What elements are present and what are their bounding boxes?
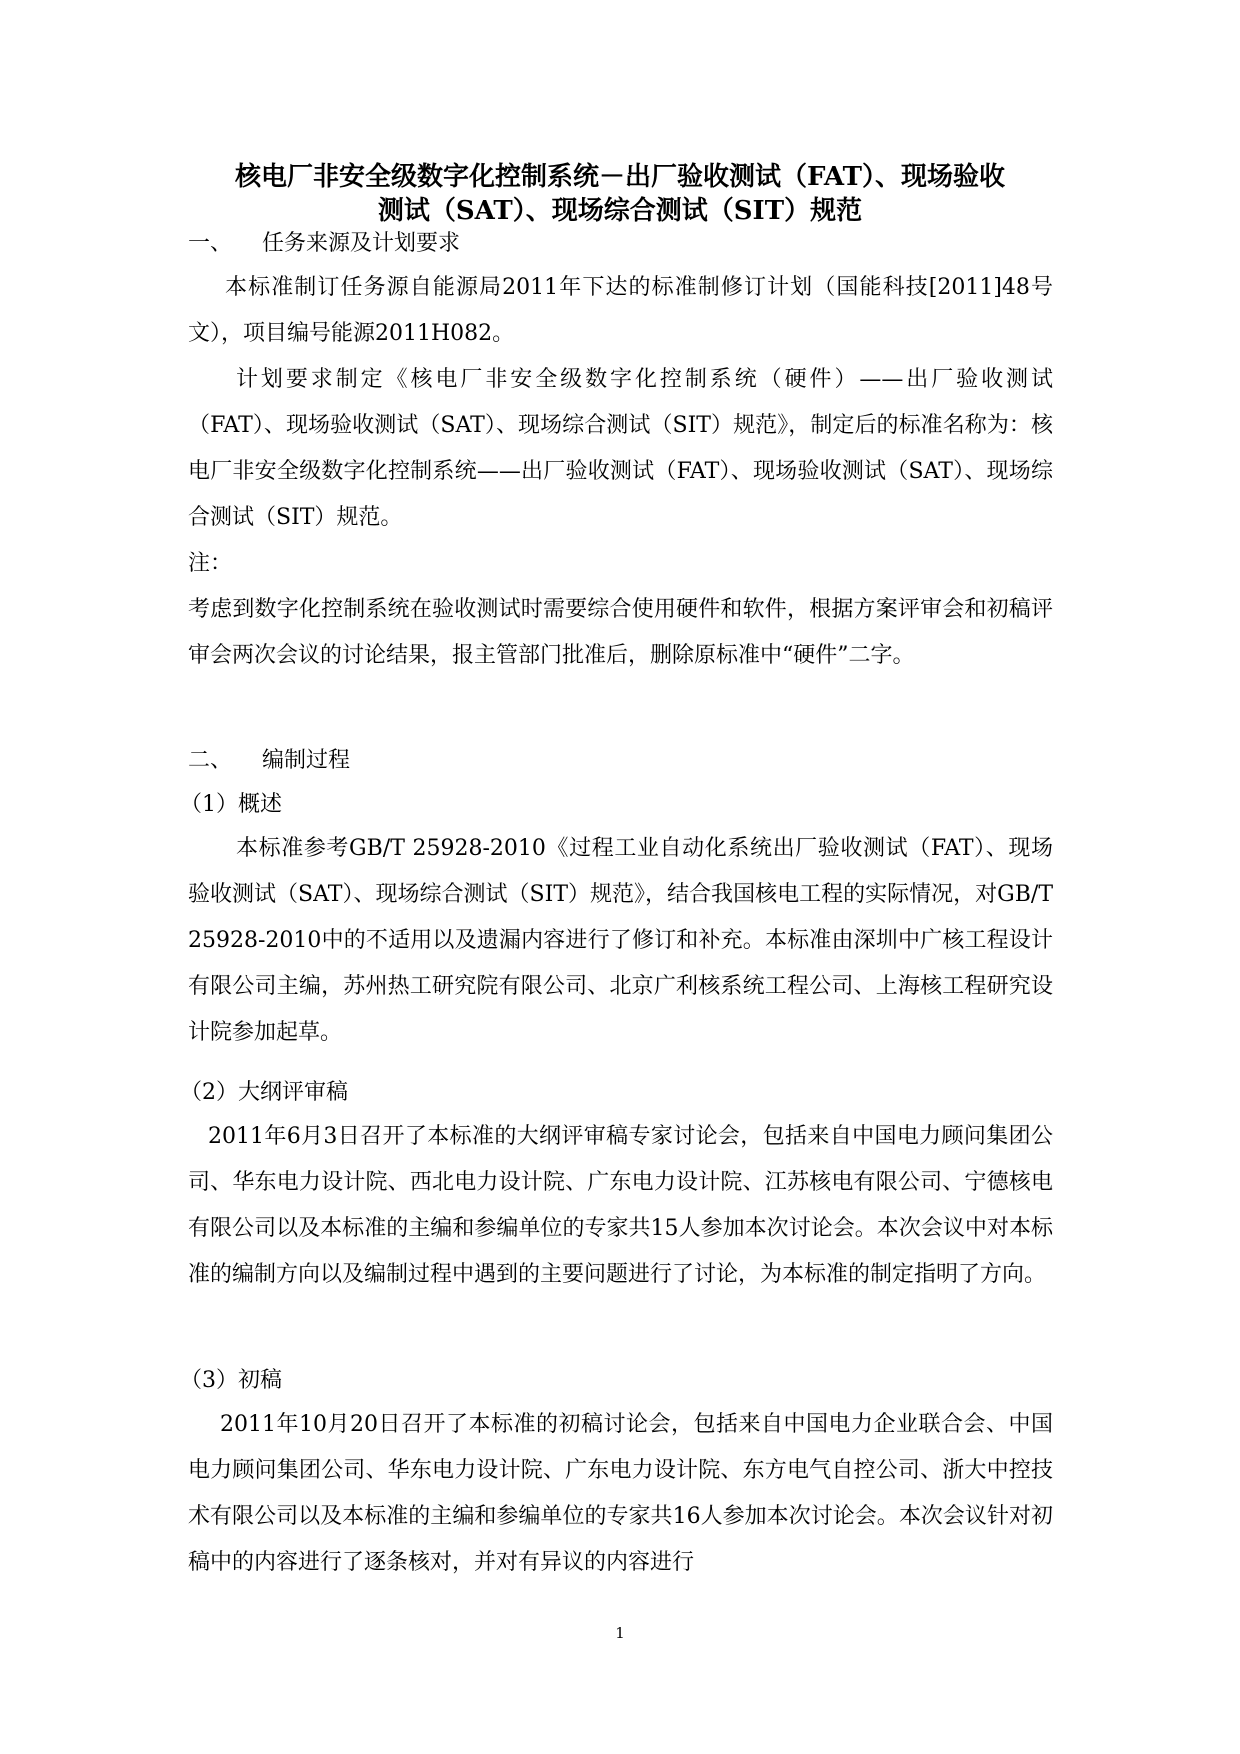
subsection-2-text: 2011年6月3日召开了本标准的大纲评审稿专家讨论会，包括来自中国电力顾问集团公司、华东电力设计院、西北电力设计院、广东电力设计院、江苏核电有限公司、宁德核电有限公司以及本标准的主编和参编单位的专家共15人参加本次讨论会。本次会议中对本标准的编制方向以及编制过程中遇到的主要问题进行了讨论，为本标准的制定指明了方向。 <box>188 1124 1053 1287</box>
section-1-number: 一、 <box>188 231 233 256</box>
section-2-title: 编制过程 <box>262 748 351 773</box>
page-number: 1 <box>615 1624 625 1642</box>
section-1-heading <box>188 229 460 259</box>
section-1-paragraph-2: 计划要求制定《核电厂非安全级数字化控制系统（硬件）——出厂验收测试（FAT）、现场验收测试（SAT）、现场综合测试（SIT）规范》，制定后的标准名称为：核电厂非安全级数字化控制系统——出厂验收测试（FAT）、现场验收测试（SAT）、现场综合测试（SIT）规范。 <box>188 367 1053 530</box>
section-2-number: 二、 <box>188 748 233 773</box>
subsection-3-heading: （3）初稿 <box>180 1368 282 1393</box>
section-2-heading <box>188 746 350 776</box>
title-line-2: 测试（SAT）、现场综合测试（SIT）规范 <box>377 196 863 226</box>
title-line-1: 核电厂非安全级数字化控制系统－出厂验收测试（FAT）、现场验收 <box>234 162 1006 192</box>
note-label: 注： <box>188 551 233 576</box>
subsection-1-text: 本标准参考GB/T 25928-2010《过程工业自动化系统出厂验收测试（FAT）、现场验收测试（SAT）、现场综合测试（SIT）规范》，结合我国核电工程的实际情况，对GB/T 25928-2010中的不适用以及遗漏内容进行了修订和补充。本标准由深圳中广核工程设计有限公司主编，苏州热工研究院有限公司、北京广利核系统工程公司、上海核工程研究设计院参加起草。 <box>188 836 1053 1045</box>
section-1-title: 任务来源及计划要求 <box>262 231 461 256</box>
document-title <box>180 160 1060 228</box>
subsection-1-heading: （1）概述 <box>180 792 282 817</box>
subsection-2-heading: （2）大纲评审稿 <box>180 1080 348 1105</box>
subsection-3-text: 2011年10月20日召开了本标准的初稿讨论会，包括来自中国电力企业联合会、中国电力顾问集团公司、华东电力设计院、广东电力设计院、东方电气自控公司、浙大中控技术有限公司以及本标准的主编和参编单位的专家共16人参加本次讨论会。本次会议针对初稿中的内容进行了逐条核对，并对有异议的内容进行 <box>188 1412 1053 1575</box>
note-text: 考虑到数字化控制系统在验收测试时需要综合使用硬件和软件，根据方案评审会和初稿评审会两次会议的讨论结果，报主管部门批准后，删除原标准中“硬件”二字。 <box>188 597 1053 668</box>
section-1-paragraph-1: 本标准制订任务源自能源局2011年下达的标准制修订计划（国能科技[2011]48号文），项目编号能源2011H082。 <box>188 275 1053 346</box>
